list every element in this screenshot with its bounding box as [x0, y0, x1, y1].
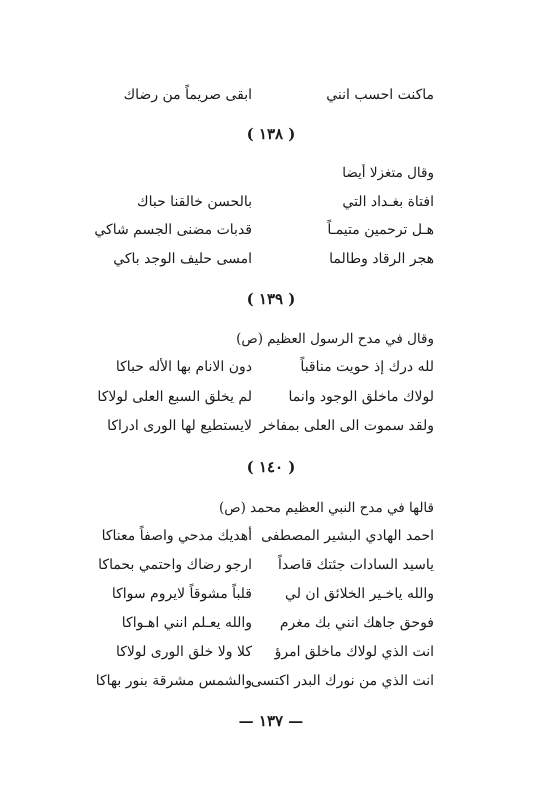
page-number: — ١٣٧ — — [238, 712, 304, 730]
verse-hemistich-right: هـل ترحمين متيمـاً — [327, 222, 434, 238]
poem-number-heading: ( ١٤٠ ) — [246, 458, 296, 476]
verse-hemistich-left: لم يخلق السبع العلى لولاكا — [97, 389, 252, 405]
verse-hemistich-left: قلباً مشوقاً لايروم سواكا — [111, 586, 252, 602]
verse-hemistich-left: والله يعـلم انني اهـواكا — [121, 615, 252, 631]
verse-hemistich-right: احمد الهادي البشير المصطفى — [261, 528, 434, 544]
poem-intro: وقال متغزلا أيضا — [342, 165, 434, 181]
verse-hemistich-left: ارجو رضاك واحتمي بحماكا — [98, 557, 252, 573]
poem-number-heading: ( ١٣٨ ) — [246, 125, 296, 143]
verse-hemistich-right: ياسيد السادات جئتك قاصداً — [277, 557, 434, 573]
verse-hemistich-right: والله ياخـير الخلائق ان لي — [285, 586, 434, 602]
verse-hemistich-right: انت الذي لولاك ماخلق امرؤ — [274, 644, 434, 660]
verse-hemistich-right: انت الذي من نورك البدر اكتسى — [250, 673, 434, 689]
verse-hemistich-left: دون الانام بها الأله حباكا — [115, 359, 252, 375]
poem-intro: وقال في مدح الرسول العظيم (ص) — [236, 331, 434, 347]
verse-hemistich-right: لله درك إذ حويت مناقباً — [300, 359, 434, 375]
verse-hemistich-left: ابقى صريماً من رضاك — [123, 87, 252, 103]
verse-hemistich-left: بالحسن خالقنا حباك — [137, 194, 252, 210]
verse-hemistich-right: لولاك ماخلق الوجود وانما — [288, 389, 434, 405]
poem-intro: قالها في مدح النبي العظيم محمد (ص) — [219, 500, 434, 516]
verse-hemistich-right: فوحق جاهك انني بك مغرم — [279, 615, 434, 631]
verse-hemistich-right: ولقد سموت الى العلى بمفاخر — [259, 418, 434, 434]
verse-hemistich-left: كلا ولا خلق الورى لولاكا — [115, 644, 252, 660]
verse-hemistich-right: ماكنت احسب انني — [326, 87, 434, 103]
verse-hemistich-left: أهديك مدحي واصفاً معناكا — [101, 528, 252, 544]
poem-number-heading: ( ١٣٩ ) — [246, 290, 296, 308]
verse-hemistich-right: افتاة بغـداد التي — [342, 194, 434, 210]
verse-hemistich-left: امسى حليف الوجد باكي — [113, 251, 252, 267]
verse-hemistich-left: والشمس مشرقة بنور بهاكا — [95, 673, 252, 689]
verse-hemistich-right: هجر الرقاد وطالما — [329, 251, 434, 267]
verse-hemistich-left: قدبات مضنى الجسم شاكي — [94, 222, 252, 238]
verse-hemistich-left: لايستطيع لها الورى ادراكا — [107, 418, 252, 434]
